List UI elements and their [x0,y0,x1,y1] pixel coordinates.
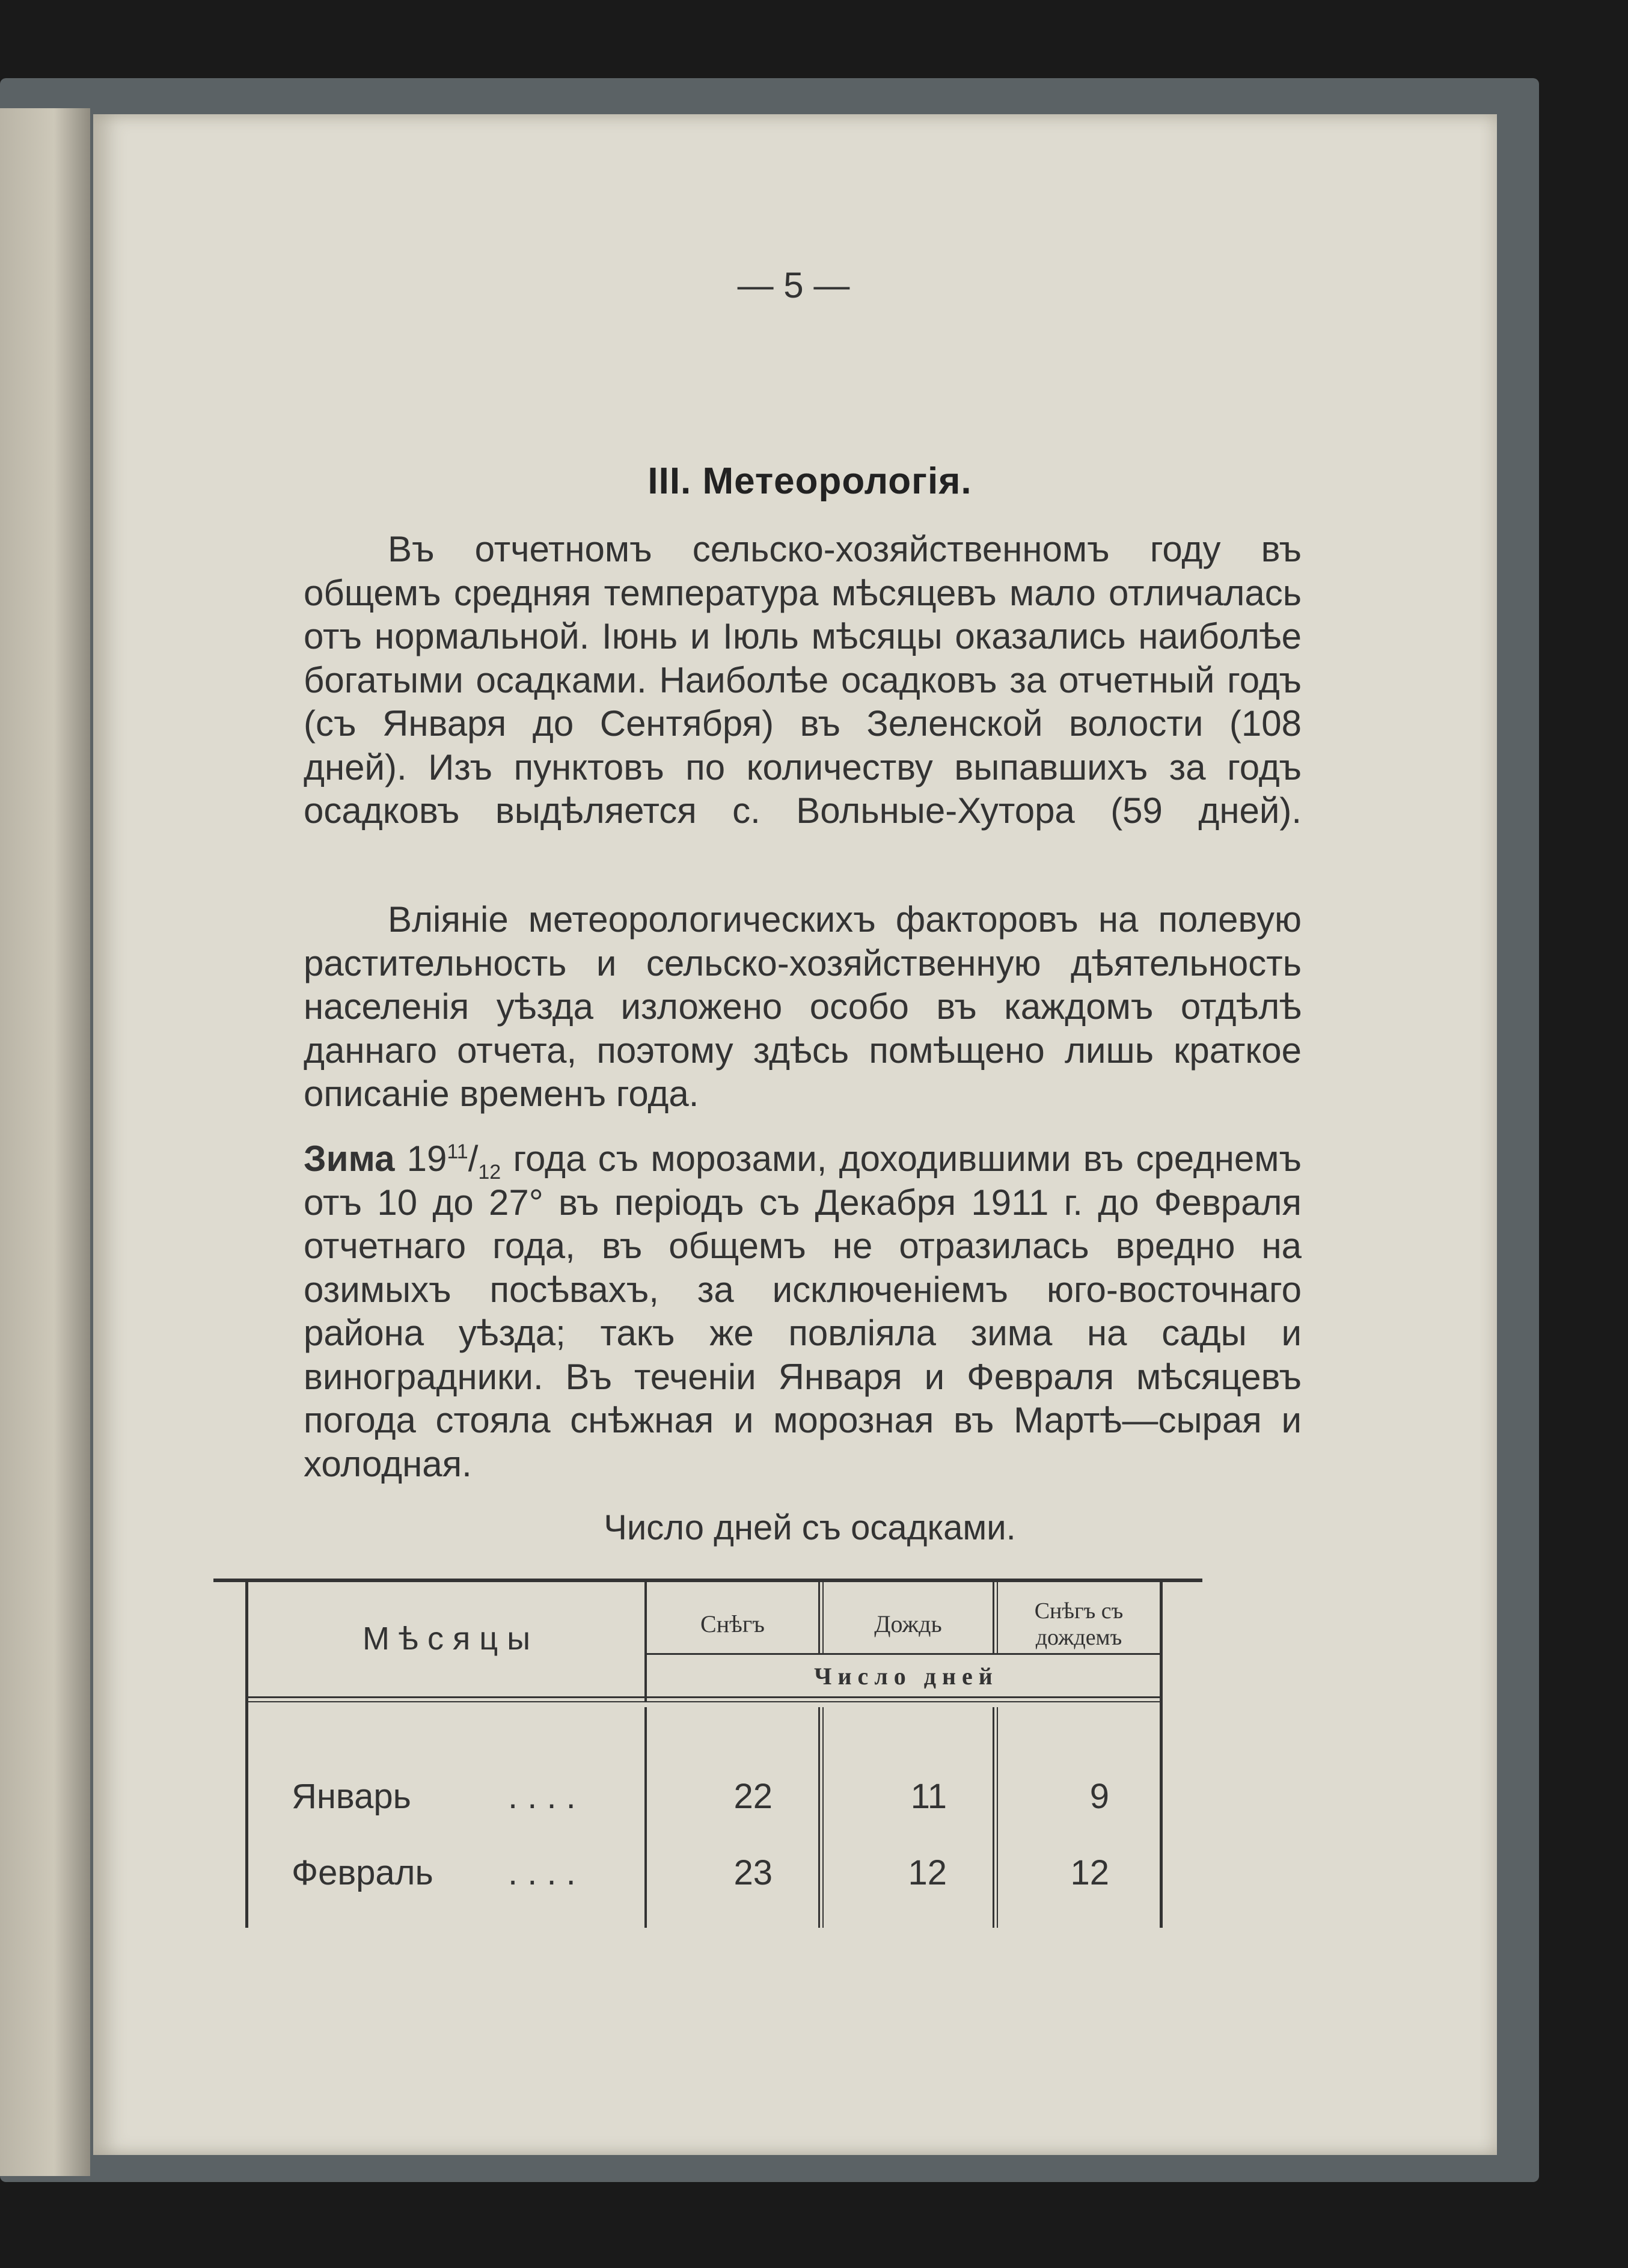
days-count-subheader: Ч и с л о д н е й [814,1663,993,1690]
col-divider-snow-rain [818,1582,820,1653]
table-row-february-snow: 23 [733,1853,773,1892]
body-divider-rain-mixed [993,1707,994,1928]
year-sub: 12 [478,1161,501,1184]
table-caption: Число дней съ осадками. [604,1508,1016,1547]
table-row-january-dots: . . . . [508,1777,576,1816]
book-page [93,114,1497,2155]
table-row-january-snow: 22 [733,1777,773,1816]
paragraph-3-lead: Зима [304,1139,395,1179]
paragraph-3 [304,1137,1302,1486]
body-divider-month [644,1707,647,1928]
body-divider-rain-mixed-2 [997,1707,998,1928]
col-divider-rain-mixed [993,1582,994,1653]
year-sup: 11 [447,1140,468,1163]
snow-column-header: Снѣгъ [700,1610,765,1637]
paragraph-1: Въ отчетномъ сельско-хозяйственномъ году въ общемъ средняя температура мѣсяцевъ мало отличалась отъ нормальной. Іюнь и Іюль мѣсяцы оказались наиболѣе богатыми осадками. Наиболѣе осадковъ за отчетный годъ (съ Января до Сентября) въ Зеленской волости (108 дней). Изъ пунктовъ по количеству выпавшихъ за годъ осадковъ выдѣляется с. Вольные-Хутора (59 дней). [304,529,1302,831]
paragraph-2: Вліяніе метеорологическихъ факторовъ на полевую растительность и сельско-хозяйственную дѣятельность населенія уѣзда изложено особо въ каждомъ отдѣлѣ даннаго отчета, поэтому здѣсь помѣщено лишь краткое описаніе временъ года. [304,899,1302,1114]
table-row-february-mixed: 12 [1070,1853,1109,1892]
table-row-january-mixed: 9 [1089,1777,1109,1816]
table-row-january-rain: 11 [910,1777,947,1816]
page-number: — 5 — [737,265,850,305]
left-page-edge [0,108,90,2176]
body-divider-snow-rain-2 [822,1707,824,1928]
subheader-top-rule [647,1653,1160,1655]
header-bottom-rule [248,1696,1160,1698]
table-top-rule [213,1579,1202,1582]
month-column-header: М ѣ с я ц ы [362,1621,531,1657]
table-row-january-month: Январь [292,1777,411,1816]
table-row-february-rain: 12 [908,1853,947,1892]
table-row-february-dots: . . . . [508,1853,576,1892]
section-heading: III. Метеорологія. [647,460,972,502]
mixed-column-header: Снѣгъ съ дождемъ [1034,1598,1124,1650]
year-slash: / [468,1139,479,1179]
body-divider-snow-rain [818,1707,820,1928]
paragraph-3-text: года съ морозами, доходившими въ среднемъ отъ 10 до 27° въ періодъ съ Декабря 1911 г. до Февраля отчетнаго года, въ общемъ не отразилась вредно на озимыхъ посѣвахъ, за исключеніемъ юго-восточнаго района уѣзда; такъ же повліяла зима на сады и виноградники. Въ теченіи Января и Февраля мѣсяцевъ погода стояла снѣжная и морозная въ Мартѣ—сырая и холодная. [304,1139,1302,1484]
table-right-border [1160,1582,1163,1928]
rain-column-header: Дождь [874,1610,942,1637]
header-bottom-rule-2 [248,1701,1160,1702]
year-base: 19 [406,1139,447,1179]
table-row-february-month: Февраль [292,1853,433,1892]
